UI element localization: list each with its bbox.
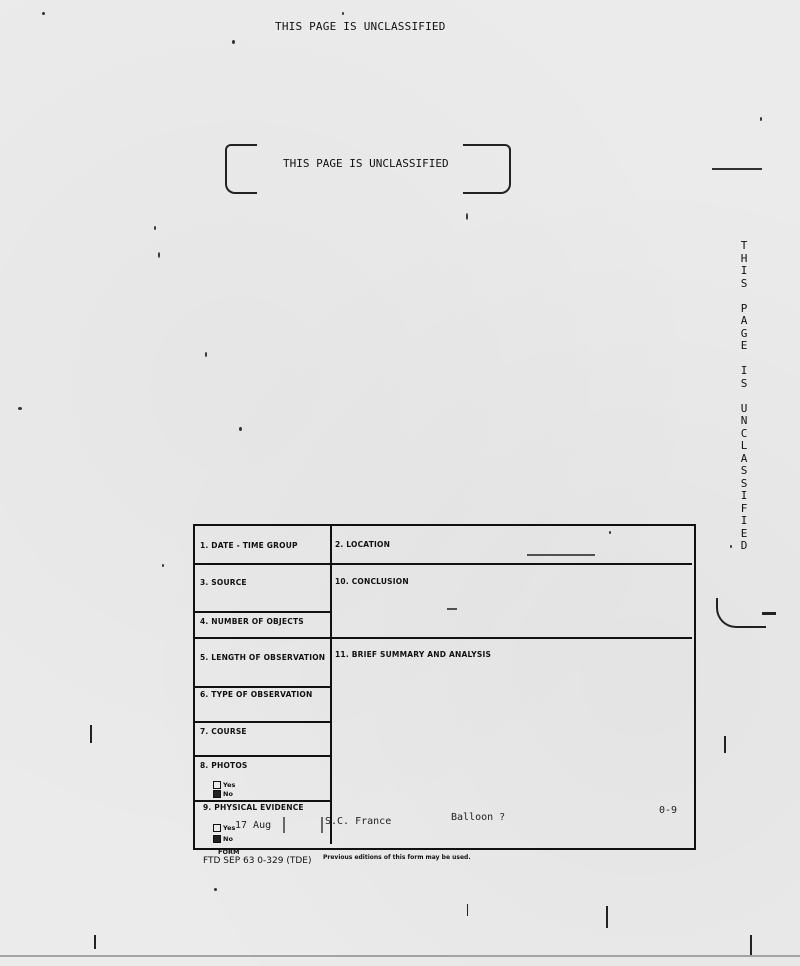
- side-stamp-letter: E: [740, 526, 748, 540]
- page-reference: 0-9: [659, 805, 678, 816]
- form-id: FTD SEP 63 0-329 (TDE): [203, 856, 312, 866]
- form-word: FORM: [218, 848, 240, 856]
- brief-summary-label: 11. BRIEF SUMMARY AND ANALYSIS: [335, 650, 492, 659]
- scan-mark: [90, 725, 92, 743]
- side-stamp-letter: T: [740, 239, 748, 252]
- scan-speck: [205, 352, 207, 357]
- center-stamp-text: THIS PAGE IS UNCLASSIFIED: [283, 157, 449, 170]
- side-stamp-letter: I: [740, 514, 748, 527]
- photos-no-option: No: [213, 790, 233, 798]
- scan-mark: [606, 906, 608, 928]
- scan-speck: [42, 12, 45, 15]
- photos-yes-option: Yes: [213, 781, 235, 789]
- side-stamp-letter: G: [740, 326, 748, 340]
- form-row-divider: [195, 611, 330, 613]
- scan-mark: [94, 935, 96, 949]
- date-entry: 17 Aug: [235, 820, 272, 831]
- form-row-divider: [195, 686, 330, 688]
- side-stamp-letter: I: [740, 264, 748, 277]
- scan-mark: [467, 904, 468, 916]
- form-row-divider: [195, 755, 330, 757]
- typed-divider: [283, 817, 285, 833]
- location-label: 2. LOCATION: [335, 540, 391, 549]
- type-of-observation-label: 6. TYPE OF OBSERVATION: [200, 690, 313, 699]
- evidence-yes-option: Yes: [213, 824, 235, 832]
- form-row-divider: [195, 637, 692, 639]
- center-classification-stamp: [225, 142, 511, 194]
- scan-mark: [750, 935, 752, 955]
- scan-mark: [724, 736, 726, 753]
- side-stamp-letter: S: [740, 376, 748, 390]
- number-of-objects-label: 4. NUMBER OF OBJECTS: [200, 617, 304, 626]
- form-row-divider: [195, 800, 330, 802]
- typed-divider: [321, 817, 323, 833]
- physical-evidence-label: 9. PHYSICAL EVIDENCE: [203, 803, 304, 812]
- project-card-form: [193, 524, 696, 850]
- date-time-group-label: 1. DATE - TIME GROUP: [200, 541, 298, 550]
- side-classification-stamp: [737, 240, 751, 553]
- scan-speck: [154, 226, 156, 230]
- scan-speck: [162, 564, 164, 567]
- scan-speck: [760, 117, 762, 121]
- source-label: 3. SOURCE: [200, 578, 247, 587]
- length-of-observation-label: 5. LENGTH OF OBSERVATION: [200, 653, 326, 662]
- scan-speck: [342, 12, 344, 15]
- side-stamp-letter: D: [740, 539, 748, 552]
- location-entry: S.C. France: [325, 816, 392, 827]
- side-bracket-top: [712, 168, 762, 170]
- form-row-divider: [195, 563, 692, 565]
- faded-underline: [527, 554, 595, 556]
- side-stamp-letter: L: [740, 439, 748, 452]
- side-bracket-curve: [716, 598, 766, 628]
- side-stamp-letter: I: [740, 489, 748, 502]
- side-stamp-letter: S: [740, 276, 748, 290]
- scan-speck: [158, 252, 160, 258]
- side-stamp-letter: P: [740, 301, 748, 315]
- side-stamp-letter: C: [740, 426, 748, 440]
- form-column-divider: [330, 526, 332, 844]
- evidence-no-option: No: [213, 835, 233, 843]
- scan-speck: [18, 407, 22, 410]
- side-stamp-letter: A: [740, 314, 748, 327]
- top-classification-header: THIS PAGE IS UNCLASSIFIED: [275, 20, 446, 33]
- scan-speck: [466, 213, 468, 220]
- side-stamp-letter: F: [740, 501, 748, 515]
- conclusion-entry: Balloon ?: [451, 812, 506, 823]
- photos-label: 8. PHOTOS: [200, 761, 248, 770]
- side-stamp-gap: [737, 390, 751, 403]
- checked-box-icon: [213, 835, 221, 843]
- side-stamp-letter: A: [740, 451, 748, 465]
- checkbox-icon: [213, 824, 221, 832]
- side-stamp-letter: S: [740, 476, 748, 490]
- checkbox-icon: [213, 781, 221, 789]
- faded-mark: [447, 608, 457, 610]
- bracket-right: [463, 144, 511, 194]
- checked-box-icon: [213, 790, 221, 798]
- previous-editions-note: Previous editions of this form may be used.: [323, 854, 471, 861]
- side-stamp-letter: E: [740, 339, 748, 352]
- course-label: 7. COURSE: [200, 727, 247, 736]
- side-stamp-letter: I: [740, 364, 748, 377]
- scan-speck: [232, 40, 235, 44]
- scan-speck: [239, 427, 242, 431]
- side-stamp-letter: U: [740, 401, 748, 415]
- side-stamp-gap: [737, 290, 751, 303]
- form-row-divider: [195, 721, 330, 723]
- scan-speck: [214, 888, 217, 891]
- side-stamp-letter: S: [740, 464, 748, 477]
- bracket-left: [225, 144, 257, 194]
- scan-edge-line: [0, 955, 800, 957]
- conclusion-label: 10. CONCLUSION: [335, 577, 409, 586]
- side-stamp-letter: N: [740, 414, 748, 427]
- side-bracket-hook: [762, 612, 776, 615]
- side-stamp-letter: H: [740, 251, 748, 265]
